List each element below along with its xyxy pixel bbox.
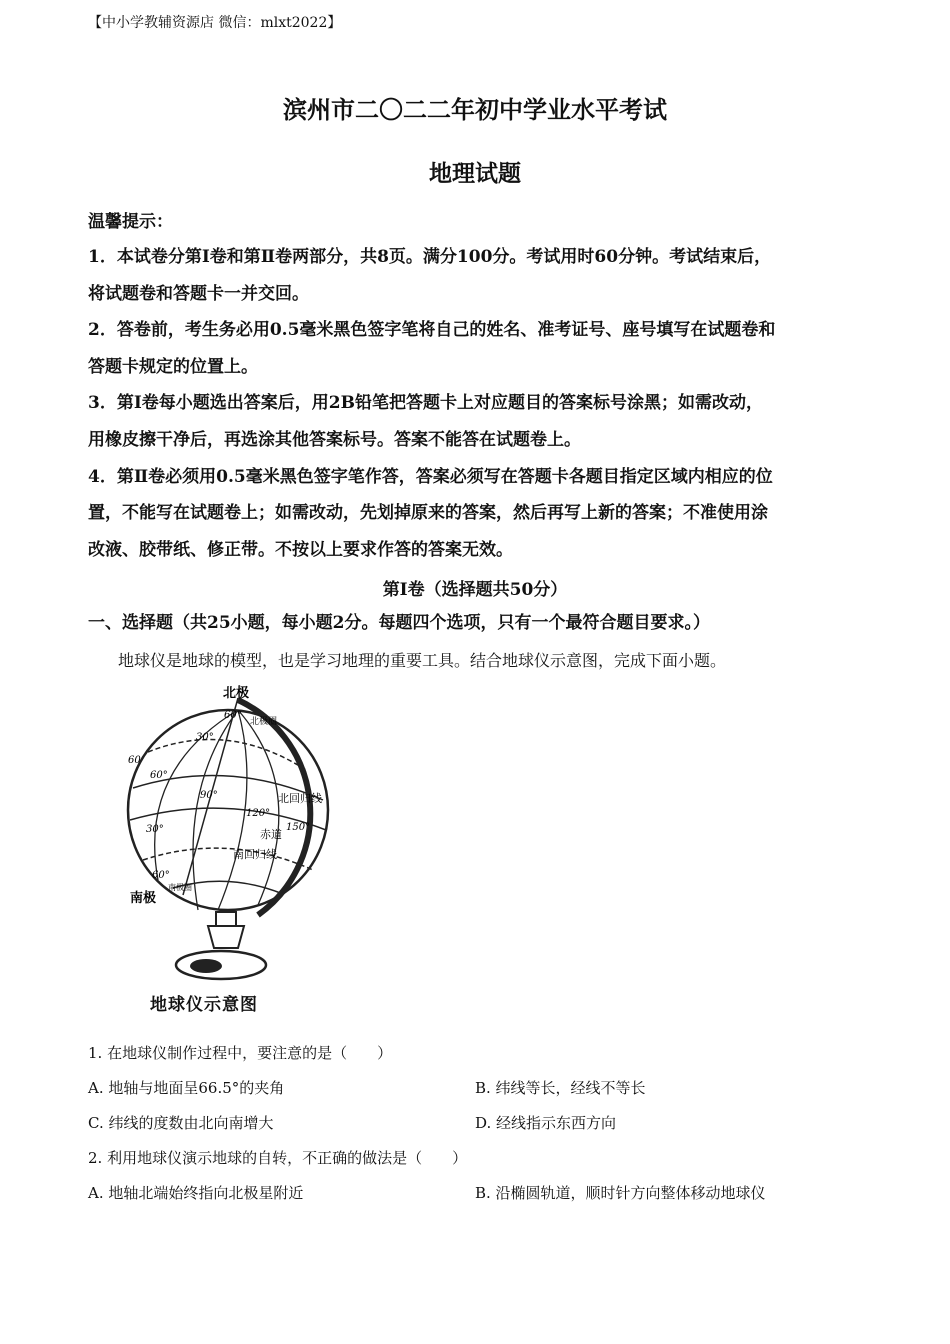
exam-title: 滨州市二〇二二年初中学业水平考试	[283, 95, 667, 124]
question-1-stem: 1. 在地球仪制作过程中，要注意的是（ ）	[88, 1044, 393, 1062]
globe-figure	[88, 680, 373, 1020]
tip-line: 4．第Ⅱ卷必须用0.5毫米黑色签字笔作答，答案必须写在答题卡各题目指定区域内相应的位	[88, 467, 773, 487]
exam-subtitle: 地理试题	[429, 160, 521, 187]
tip-line: 置，不能写在试题卷上；如需改动，先划掉原来的答案，然后再写上新的答案；不准使用涂	[88, 503, 768, 523]
question-1-option-c: C. 纬线的度数由北向南增大	[88, 1114, 274, 1132]
label-tropic-cancer: 北回归线	[278, 792, 322, 805]
question-1-option-d: D. 经线指示东西方向	[475, 1114, 617, 1132]
label-deg: 90°	[200, 790, 218, 801]
label-deg: 30°	[146, 824, 164, 835]
question-2-stem: 2. 利用地球仪演示地球的自转，不正确的做法是（ ）	[88, 1149, 468, 1167]
label-deg: 120°	[246, 808, 271, 819]
label-north-pole: 北极	[223, 686, 250, 701]
label-deg: 60°	[224, 710, 242, 721]
tips-heading: 温馨提示：	[88, 212, 173, 232]
question-2-option-b: B. 沿椭圆轨道，顺时针方向整体移动地球仪	[475, 1184, 766, 1202]
label-deg: 60°	[150, 770, 168, 781]
label-tropic-capricorn: 南回归线	[233, 848, 277, 861]
question-2-option-a: A. 地轴北端始终指向北极星附近	[88, 1184, 304, 1202]
tip-line: 3．第Ⅰ卷每小题选出答案后，用2B铅笔把答题卡上对应题目的答案标号涂黑；如需改动，	[88, 393, 763, 413]
part-title: 一、选择题（共25小题，每小题2分。每题四个选项，只有一个最符合题目要求。）	[88, 613, 710, 633]
question-intro: 地球仪是地球的模型，也是学习地理的重要工具。结合地球仪示意图，完成下面小题。	[118, 651, 727, 670]
tip-line: 将试题卷和答题卡一并交回。	[88, 284, 309, 304]
question-1-option-b: B. 纬线等长，经线不等长	[475, 1079, 646, 1097]
label-arctic-circle: 北极圈	[250, 717, 278, 727]
tip-line: 2．答卷前，考生务必用0.5毫米黑色签字笔将自己的姓名、准考证号、座号填写在试题卷和	[88, 320, 776, 340]
tip-line: 改液、胶带纸、修正带。不按以上要求作答的答案无效。	[88, 540, 513, 560]
tip-line: 1．本试卷分第Ⅰ卷和第Ⅱ卷两部分，共8页。满分100分。考试用时60分钟。考试结束后，	[88, 247, 772, 267]
figure-caption: 地球仪示意图	[150, 995, 258, 1015]
label-equator: 赤道	[260, 828, 282, 841]
section-title: 第Ⅰ卷（选择题共50分）	[382, 580, 568, 600]
label-deg: 30°	[196, 732, 214, 743]
tip-line: 答题卡规定的位置上。	[88, 357, 258, 377]
label-antarctic-circle: 南极圈	[168, 883, 192, 892]
tip-line: 用橡皮擦干净后，再选涂其他答案标号。答案不能答在试题卷上。	[88, 430, 581, 450]
label-deg: 60	[128, 755, 141, 766]
label-deg: 60°	[152, 870, 170, 881]
question-1-option-a: A. 地轴与地面呈66.5°的夹角	[88, 1079, 285, 1097]
label-deg: 150°	[286, 822, 311, 833]
globe-diagram	[88, 680, 373, 990]
label-south-pole: 南极	[130, 891, 157, 906]
header-note: 【中小学教辅资源店 微信：mlxt2022】	[88, 15, 342, 31]
